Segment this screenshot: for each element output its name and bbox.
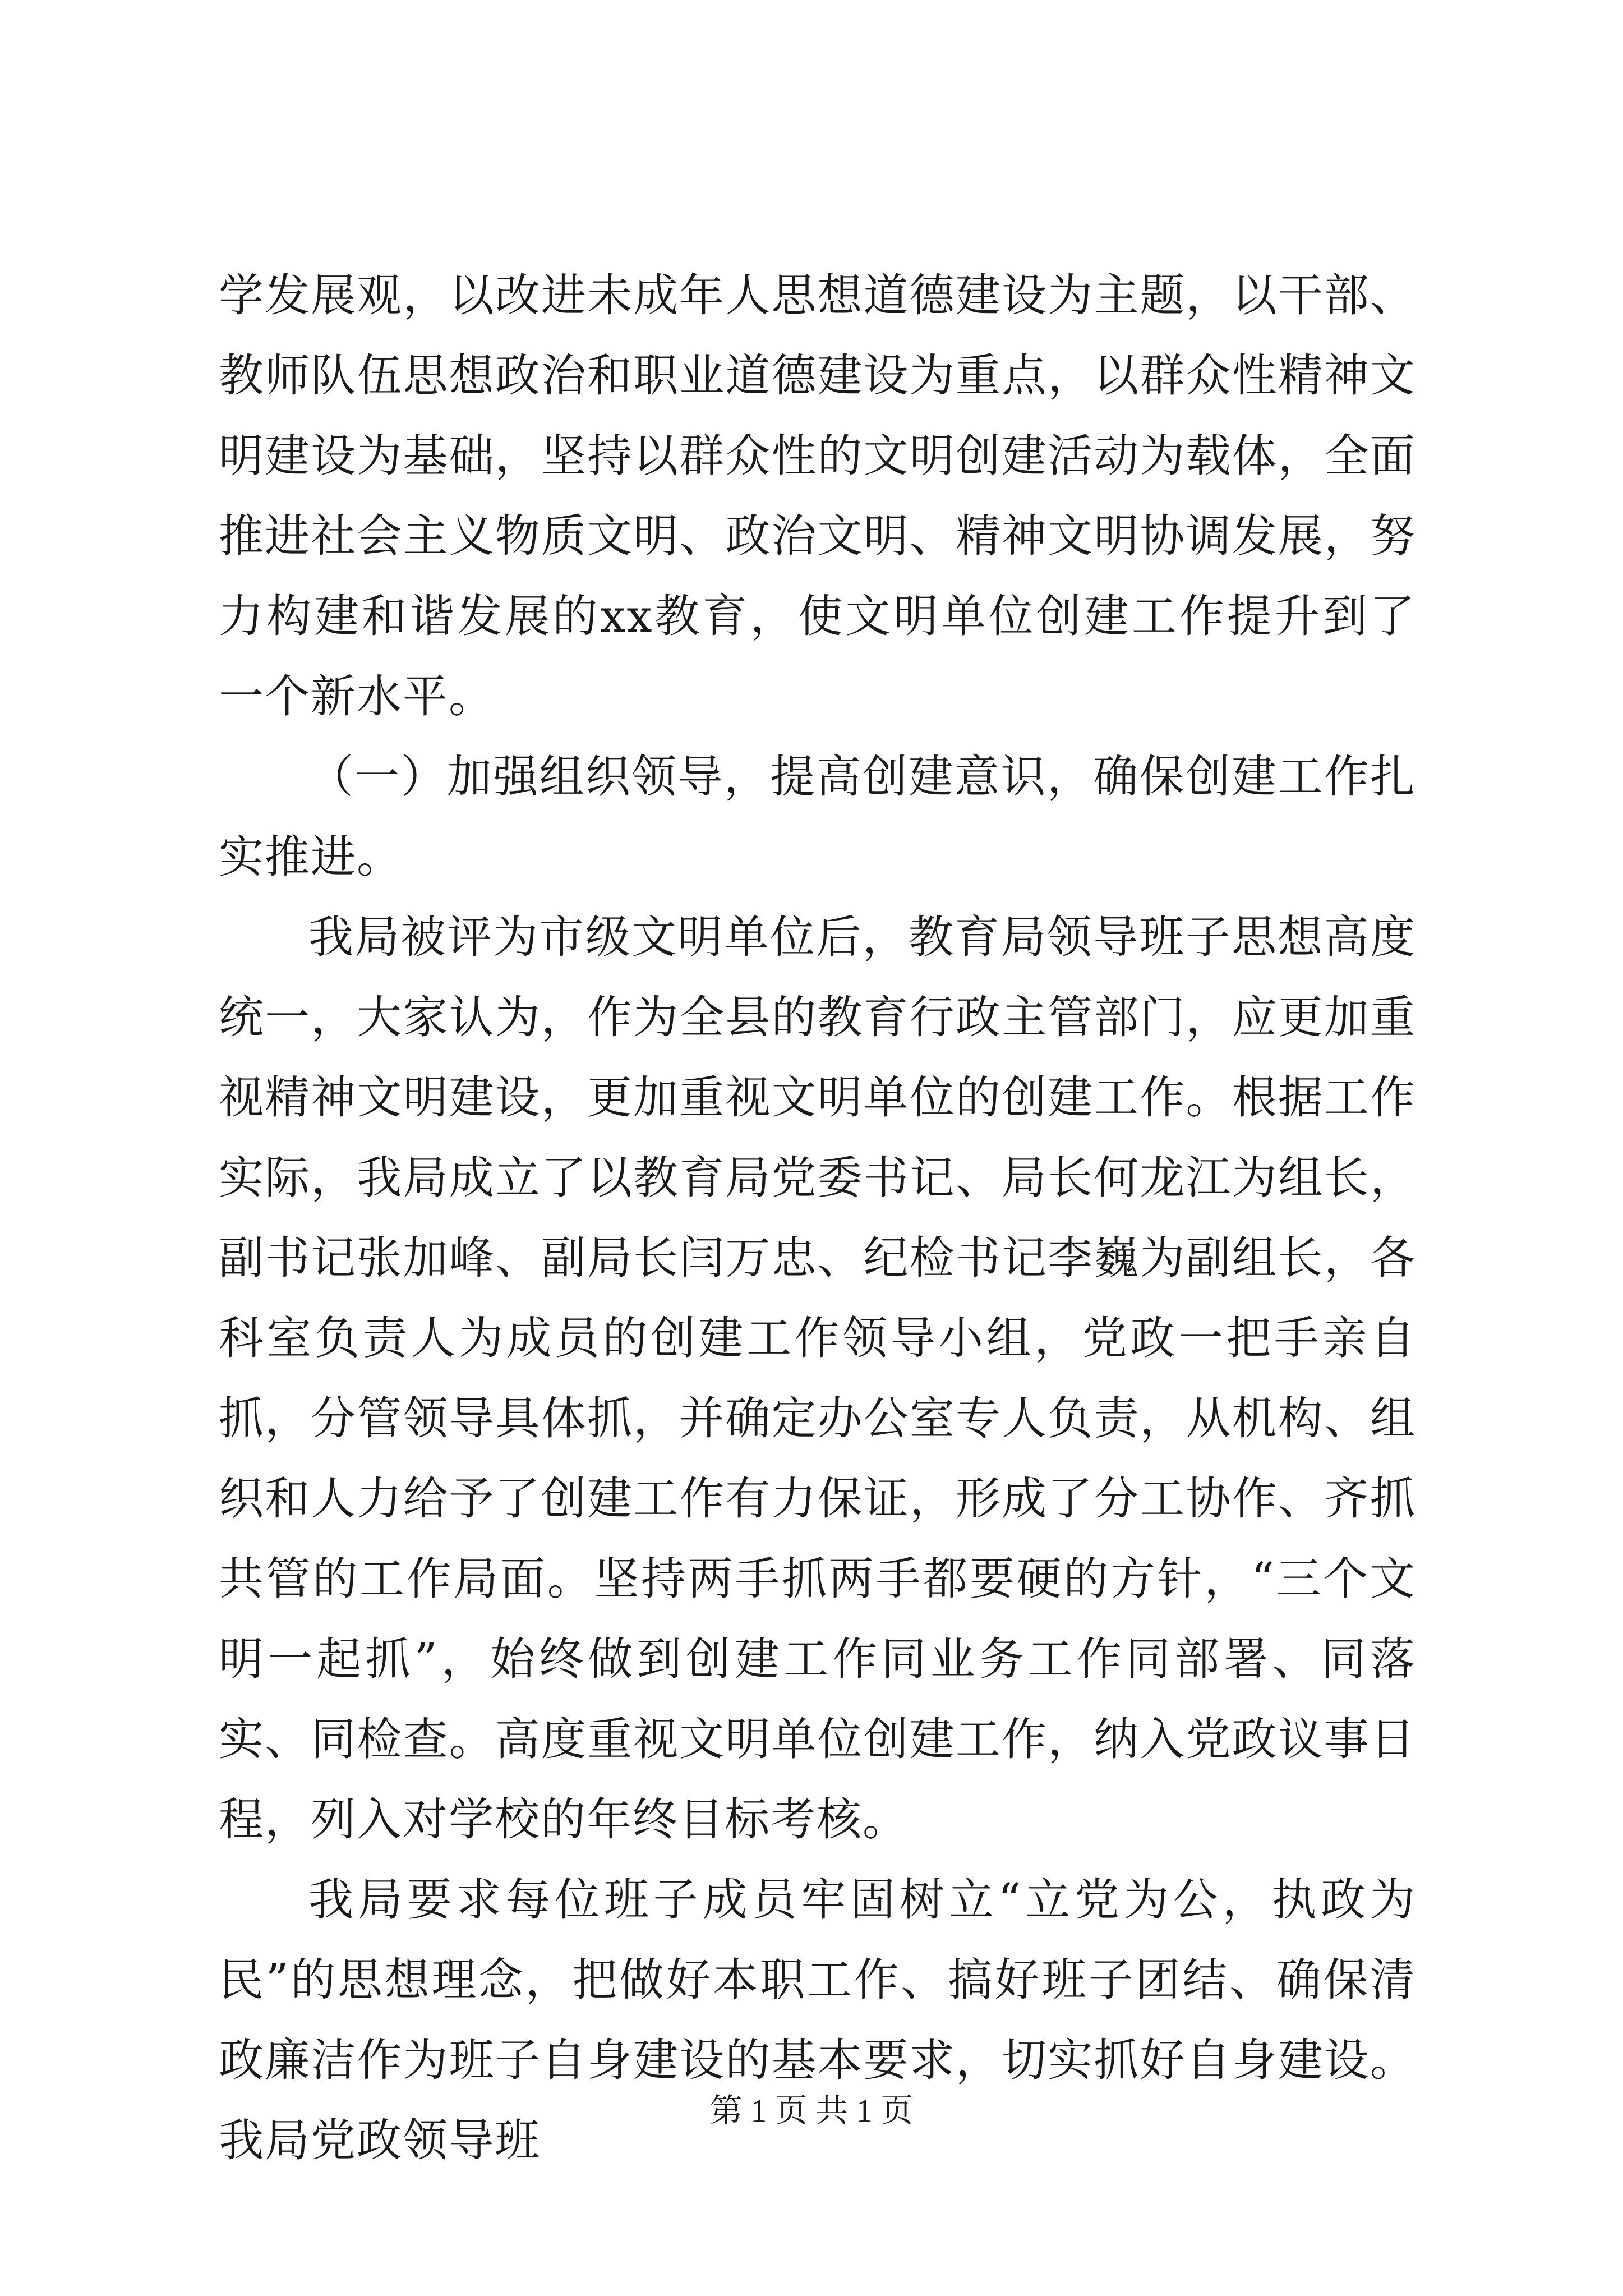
document-body: [219, 255, 1416, 2180]
paragraph-continuation: 学发展观，以改进未成年人思想道德建设为主题，以干部、教师队伍思想政治和职业道德建设为重点，以群众性精神文明建设为基础，坚持以群众性的文明创建活动为载体，全面推进社会主义物质文明、政治文明、精神文明协调发展，努力构建和谐发展的xx教育，使文明单位创建工作提升到了一个新水平。: [219, 269, 1416, 723]
paragraph-organization: 我局被评为市级文明单位后，教育局领导班子思想高度统一，大家认为，作为全县的教育行政主管部门，应更加重视精神文明建设，更加重视文明单位的创建工作。根据工作实际，我局成立了以教育局党委书记、局长何龙江为组长，副书记张加峰、副局长闫万忠、纪检书记李巍为副组长，各科室负责人为成员的创建工作领导小组，党政一把手亲自抓，分管领导具体抓，并确定办公室专人负责，从机构、组织和人力给予了创建工作有力保证，形成了分工协作、齐抓共管的工作局面。坚持两手抓两手都要硬的方针，“三个文明一起抓”，始终做到创建工作同业务工作同部署、同落实、同检查。高度重视文明单位创建工作，纳入党政议事日程，列入对学校的年终目标考核。: [219, 911, 1416, 1846]
page-footer: 第 1 页 共 1 页: [709, 2092, 914, 2129]
paragraph-leadership: 我局要求每位班子成员牢固树立“立党为公，执政为民”的思想理念，把做好本职工作、搞好班子团结、确保清政廉洁作为班子自身建设的基本要求，切实抓好自身建设。我局党政领导班: [219, 1874, 1416, 2166]
section-heading: （一）加强组织领导，提高创建意识，确保创建工作扎实推进。: [219, 751, 1416, 883]
